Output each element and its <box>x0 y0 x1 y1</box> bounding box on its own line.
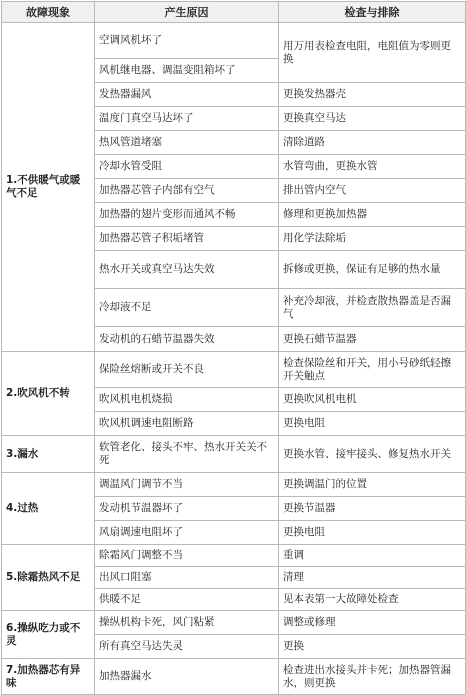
fix-cell: 检查进出水接头并卡死；加热器管漏水，则更换 <box>279 659 466 695</box>
symptom-cell: 3.漏水 <box>2 436 95 473</box>
fix-cell: 排出管内空气 <box>279 179 466 203</box>
table-row <box>2 473 466 497</box>
header-fix: 检查与排除 <box>279 2 466 23</box>
cause-cell: 保险丝熔断或开关不良 <box>95 352 279 388</box>
table-row <box>2 659 466 695</box>
symptom-cell: 7.加热器芯有异味 <box>2 659 95 695</box>
cause-cell: 出风口阻塞 <box>95 567 279 589</box>
fix-cell: 调整或修理 <box>279 611 466 635</box>
cause-cell: 发动机节温器坏了 <box>95 497 279 521</box>
header-symptom: 故障现象 <box>2 2 95 23</box>
fault-table <box>1 1 466 695</box>
cause-cell: 风扇调速电阻坏了 <box>95 521 279 545</box>
fix-cell: 更换真空马达 <box>279 107 466 131</box>
cause-cell: 调温风门调节不当 <box>95 473 279 497</box>
fix-cell: 用化学法除垢 <box>279 227 466 251</box>
fix-cell: 补充冷却液，并检查散热器盖是否漏气 <box>279 289 466 327</box>
cause-cell: 风机继电器、调温变阻箱坏了 <box>95 59 279 83</box>
table-row <box>2 23 466 59</box>
cause-cell: 加热器芯管子内部有空气 <box>95 179 279 203</box>
fix-cell: 见本表第一大故障处检查 <box>279 589 466 611</box>
fix-cell: 拆修或更换，保证有足够的热水量 <box>279 251 466 289</box>
cause-cell: 操纵机构卡死，风门粘紧 <box>95 611 279 635</box>
cause-cell: 发热器漏风 <box>95 83 279 107</box>
symptom-cell: 1.不供暖气或暖气不足 <box>2 23 95 352</box>
table-row <box>2 436 466 473</box>
fix-cell: 更换水管、接牢接头、修复热水开关 <box>279 436 466 473</box>
cause-cell: 除霜风门调整不当 <box>95 545 279 567</box>
cause-cell: 供暖不足 <box>95 589 279 611</box>
fix-cell: 检查保险丝和开关，用小号砂纸轻擦开关触点 <box>279 352 466 388</box>
fix-cell: 更换吹风机电机 <box>279 388 466 412</box>
cause-cell: 空调风机坏了 <box>95 23 279 59</box>
cause-cell: 所有真空马达失灵 <box>95 635 279 659</box>
fix-cell: 更换 <box>279 635 466 659</box>
fix-cell: 更换发热器壳 <box>279 83 466 107</box>
table-row <box>2 352 466 388</box>
table-row <box>2 611 466 635</box>
fix-cell: 清除道路 <box>279 131 466 155</box>
cause-cell: 吹风机调速电阻断路 <box>95 412 279 436</box>
cause-cell: 发动机的石蜡节温器失效 <box>95 327 279 352</box>
symptom-cell: 5.除霜热风不足 <box>2 545 95 611</box>
cause-cell: 吹风机电机烧损 <box>95 388 279 412</box>
header-cause: 产生原因 <box>95 2 279 23</box>
table-row <box>2 545 466 567</box>
header-row <box>2 2 466 23</box>
cause-cell: 热风管道堵塞 <box>95 131 279 155</box>
fix-cell: 更换电阻 <box>279 521 466 545</box>
cause-cell: 冷却液不足 <box>95 289 279 327</box>
fix-cell: 更换节温器 <box>279 497 466 521</box>
cause-cell: 温度门真空马达坏了 <box>95 107 279 131</box>
cause-cell: 加热器的翅片变形而通风不畅 <box>95 203 279 227</box>
fix-cell: 水管弯曲，更换水管 <box>279 155 466 179</box>
fix-cell: 清理 <box>279 567 466 589</box>
fix-cell: 更换石蜡节温器 <box>279 327 466 352</box>
fix-cell: 修理和更换加热器 <box>279 203 466 227</box>
cause-cell: 热水开关或真空马达失效 <box>95 251 279 289</box>
fix-cell: 重调 <box>279 545 466 567</box>
cause-cell: 加热器芯管子积垢堵管 <box>95 227 279 251</box>
symptom-cell: 4.过热 <box>2 473 95 545</box>
cause-cell: 软管老化、接头不牢、热水开关关不死 <box>95 436 279 473</box>
symptom-cell: 6.操纵吃力或不灵 <box>2 611 95 659</box>
fix-cell: 更换调温门的位置 <box>279 473 466 497</box>
symptom-cell: 2.吹风机不转 <box>2 352 95 436</box>
cause-cell: 冷却水管受阻 <box>95 155 279 179</box>
fix-cell: 更换电阻 <box>279 412 466 436</box>
cause-cell: 加热器漏水 <box>95 659 279 695</box>
fix-cell: 用万用表检查电阻，电阻值为零则更换 <box>279 23 466 83</box>
